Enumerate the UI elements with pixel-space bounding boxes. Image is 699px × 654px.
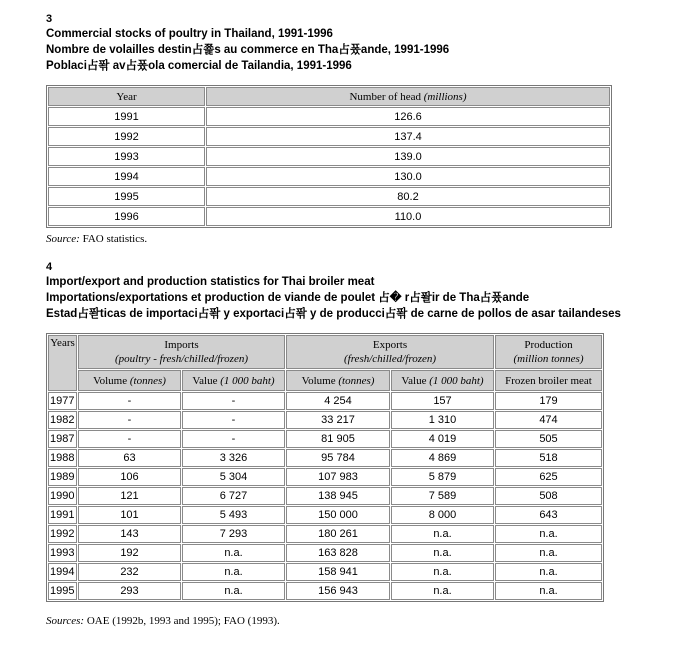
export-value-cell: 4 869 <box>391 449 494 467</box>
import-value-cell: n.a. <box>182 544 285 562</box>
year-cell: 1982 <box>48 411 77 429</box>
production-cell: 518 <box>495 449 602 467</box>
source-note-2: Sources: OAE (1992b, 1993 and 1995); FAO (1993). <box>46 615 280 627</box>
import-volume-cell: - <box>78 392 181 410</box>
export-value-cell: n.a. <box>391 582 494 600</box>
export-volume-cell: 81 905 <box>286 430 390 448</box>
export-value-header: Value (1 000 baht) <box>391 370 494 391</box>
table-row <box>48 487 602 505</box>
head-count-cell: 130.0 <box>206 167 610 186</box>
import-value-cell: 5 304 <box>182 468 285 486</box>
title-fr: Nombre de volailles destin占쬹s au commerce en Tha占퐀ande, 1991-1996 <box>46 44 450 56</box>
import-value-cell: - <box>182 430 285 448</box>
import-volume-cell: - <box>78 411 181 429</box>
section-4-heading <box>46 260 621 322</box>
exports-header: Exports (fresh/chilled/frozen) <box>286 335 494 369</box>
table-row <box>48 468 602 486</box>
table-row <box>48 449 602 467</box>
production-cell: 508 <box>495 487 602 505</box>
import-volume-cell: 106 <box>78 468 181 486</box>
year-cell: 1990 <box>48 487 77 505</box>
table-row <box>48 411 602 429</box>
table-row <box>48 147 610 166</box>
year-cell: 1987 <box>48 430 77 448</box>
export-volume-cell: 138 945 <box>286 487 390 505</box>
year-cell: 1992 <box>48 525 77 543</box>
export-volume-cell: 158 941 <box>286 563 390 581</box>
poultry-stocks-table <box>46 85 612 228</box>
production-cell: 505 <box>495 430 602 448</box>
import-volume-cell: 293 <box>78 582 181 600</box>
export-volume-cell: 156 943 <box>286 582 390 600</box>
production-header: Production (million tonnes) <box>495 335 602 369</box>
import-volume-cell: - <box>78 430 181 448</box>
year-header: Year <box>48 87 205 106</box>
import-value-cell: n.a. <box>182 582 285 600</box>
year-cell: 1991 <box>48 506 77 524</box>
table-row <box>48 544 602 562</box>
table-row <box>48 525 602 543</box>
year-cell: 1996 <box>48 207 205 226</box>
import-volume-cell: 121 <box>78 487 181 505</box>
number-of-head-header: Number of head (millions) <box>206 87 610 106</box>
production-cell: 643 <box>495 506 602 524</box>
broiler-trade-table <box>46 333 604 602</box>
title-fr: Importations/exportations et production de viande de poulet 占� r占퐐ir de Tha占퐀ande <box>46 292 530 304</box>
production-cell: n.a. <box>495 525 602 543</box>
title-es: Poblaci占퐊 av占퐀ola comercial de Tailandia, 1991-1996 <box>46 60 352 72</box>
table-header-row <box>48 335 602 369</box>
title-es: Estad占퐏ticas de importaci占퐊 y exportaci占퐊 y de producci占퐊 de carne de pollos de asar tailandeses <box>46 308 621 320</box>
source-note-1: Source: FAO statistics. <box>46 233 148 245</box>
year-cell: 1992 <box>48 127 205 146</box>
import-volume-cell: 63 <box>78 449 181 467</box>
table-row <box>48 563 602 581</box>
export-volume-header: Volume (tonnes) <box>286 370 390 391</box>
title-en: Commercial stocks of poultry in Thailand, 1991-1996 <box>46 28 333 40</box>
table-row <box>48 506 602 524</box>
year-cell: 1994 <box>48 167 205 186</box>
export-value-cell: 1 310 <box>391 411 494 429</box>
year-cell: 1988 <box>48 449 77 467</box>
export-value-cell: n.a. <box>391 544 494 562</box>
import-volume-header: Volume (tonnes) <box>78 370 181 391</box>
year-cell: 1995 <box>48 582 77 600</box>
title-en: Import/export and production statistics for Thai broiler meat <box>46 276 375 288</box>
export-volume-cell: 4 254 <box>286 392 390 410</box>
table-number: 4 <box>46 261 53 273</box>
production-cell: 625 <box>495 468 602 486</box>
export-value-cell: 4 019 <box>391 430 494 448</box>
export-volume-cell: 33 217 <box>286 411 390 429</box>
frozen-broiler-header: Frozen broiler meat <box>495 370 602 391</box>
year-cell: 1977 <box>48 392 77 410</box>
import-volume-cell: 101 <box>78 506 181 524</box>
import-value-header: Value (1 000 baht) <box>182 370 285 391</box>
imports-header: Imports (poultry - fresh/chilled/frozen) <box>78 335 285 369</box>
year-cell: 1993 <box>48 147 205 166</box>
export-value-cell: 157 <box>391 392 494 410</box>
table-row <box>48 107 610 126</box>
import-volume-cell: 232 <box>78 563 181 581</box>
years-header: Years <box>48 335 77 391</box>
export-volume-cell: 180 261 <box>286 525 390 543</box>
table-row <box>48 207 610 226</box>
import-value-cell: 7 293 <box>182 525 285 543</box>
export-volume-cell: 95 784 <box>286 449 390 467</box>
import-value-cell: n.a. <box>182 563 285 581</box>
export-value-cell: n.a. <box>391 525 494 543</box>
year-cell: 1991 <box>48 107 205 126</box>
export-volume-cell: 107 983 <box>286 468 390 486</box>
production-cell: n.a. <box>495 582 602 600</box>
head-count-cell: 137.4 <box>206 127 610 146</box>
head-count-cell: 126.6 <box>206 107 610 126</box>
export-value-cell: 5 879 <box>391 468 494 486</box>
import-value-cell: 6 727 <box>182 487 285 505</box>
import-value-cell: - <box>182 411 285 429</box>
section-3-heading <box>46 12 449 74</box>
year-cell: 1995 <box>48 187 205 206</box>
table-number: 3 <box>46 13 53 25</box>
head-count-cell: 139.0 <box>206 147 610 166</box>
table-row <box>48 582 602 600</box>
year-cell: 1989 <box>48 468 77 486</box>
import-value-cell: - <box>182 392 285 410</box>
table-subheader-row <box>48 370 602 391</box>
year-cell: 1994 <box>48 563 77 581</box>
import-value-cell: 5 493 <box>182 506 285 524</box>
import-volume-cell: 192 <box>78 544 181 562</box>
table-row <box>48 392 602 410</box>
head-count-cell: 80.2 <box>206 187 610 206</box>
table-row <box>48 187 610 206</box>
table-header-row <box>48 87 610 106</box>
export-volume-cell: 150 000 <box>286 506 390 524</box>
table-row <box>48 430 602 448</box>
export-volume-cell: 163 828 <box>286 544 390 562</box>
import-value-cell: 3 326 <box>182 449 285 467</box>
export-value-cell: n.a. <box>391 563 494 581</box>
export-value-cell: 8 000 <box>391 506 494 524</box>
production-cell: n.a. <box>495 544 602 562</box>
table-row <box>48 127 610 146</box>
import-volume-cell: 143 <box>78 525 181 543</box>
year-cell: 1993 <box>48 544 77 562</box>
production-cell: 179 <box>495 392 602 410</box>
export-value-cell: 7 589 <box>391 487 494 505</box>
production-cell: n.a. <box>495 563 602 581</box>
head-count-cell: 110.0 <box>206 207 610 226</box>
production-cell: 474 <box>495 411 602 429</box>
table-row <box>48 167 610 186</box>
